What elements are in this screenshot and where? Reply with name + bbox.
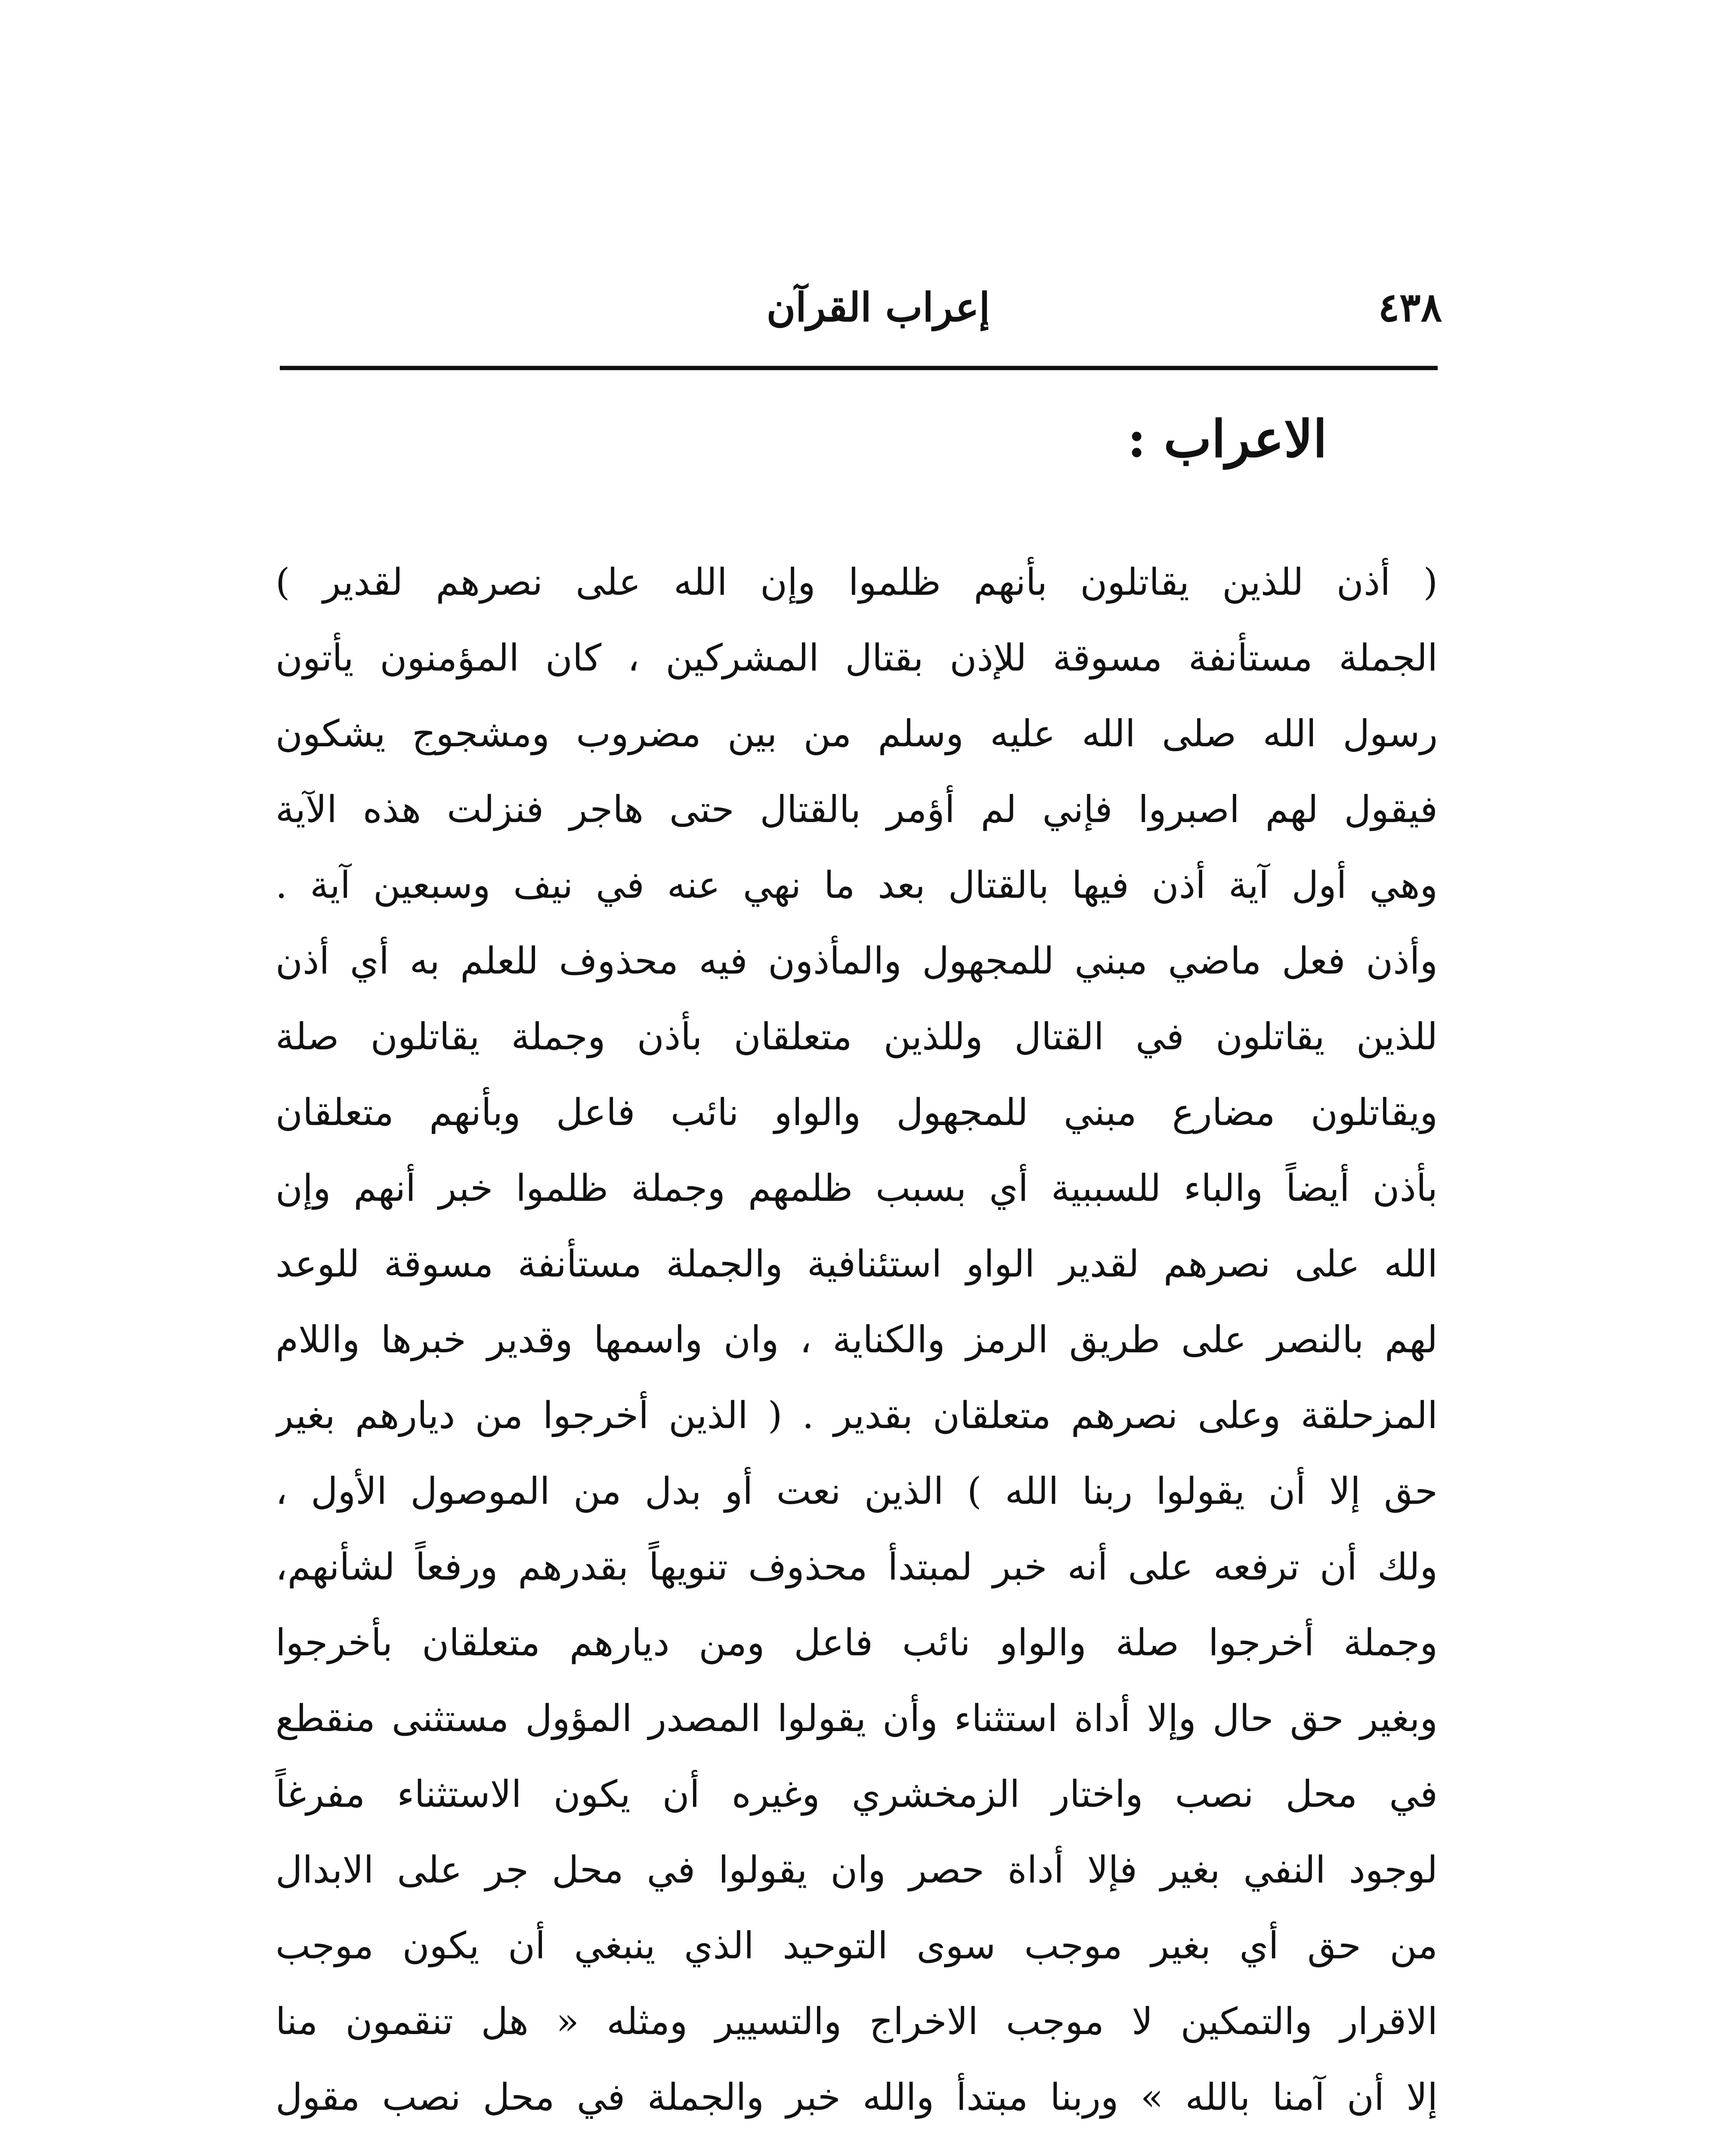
text-line: رسول الله صلى الله عليه وسلم من بين مضروب ومشجوج يشكون <box>275 712 1438 755</box>
page-number: ٤٣٨ <box>1378 284 1442 331</box>
text-line: للذين يقاتلون في القتال وللذين متعلقان بأذن وجملة يقاتلون صلة <box>275 1015 1438 1058</box>
text-line: من حق أي بغير موجب سوى التوحيد الذي ينبغي أن يكون موجب <box>275 1924 1438 1967</box>
text-line: وبغير حق حال وإلا أداة استثناء وأن يقولوا المصدر المؤول مستثنى منقطع <box>275 1697 1438 1740</box>
text-line: فيقول لهم اصبروا فإني لم أؤمر بالقتال حتى هاجر فنزلت هذه الآية <box>275 788 1438 831</box>
text-line <box>275 2135 1438 2152</box>
section-heading: الاعراب : <box>1127 409 1327 469</box>
text-line: في محل نصب واختار الزمخشري وغيره أن يكون الاستثناء مفرغاً <box>275 1773 1438 1816</box>
text-line: وهي أول آية أذن فيها بالقتال بعد ما نهي عنه في نيف وسبعين آية . <box>275 864 1438 907</box>
header-divider <box>280 366 1438 370</box>
text-line: وجملة أخرجوا صلة والواو نائب فاعل ومن ديارهم متعلقان بأخرجوا <box>275 1621 1438 1664</box>
text-line: لهم بالنصر على طريق الرمز والكناية ، وان واسمها وقدير خبرها واللام <box>275 1318 1438 1361</box>
body-text <box>275 544 1438 2152</box>
text-line: حق إلا أن يقولوا ربنا الله ) الذين نعت أو بدل من الموصول الأول ، <box>275 1470 1438 1513</box>
running-title: إعراب القرآن <box>766 284 990 331</box>
text-line: ولك أن ترفعه على أنه خبر لمبتدأ محذوف تنويهاً بقدرهم ورفعاً لشأنهم، <box>275 1546 1438 1589</box>
text-line: إلا أن آمنا بالله » وربنا مبتدأ والله خبر والجملة في محل نصب مقول <box>275 2076 1438 2119</box>
text-line: بأذن أيضاً والباء للسببية أي بسبب ظلمهم وجملة ظلموا خبر أنهم وإن <box>275 1167 1438 1210</box>
text-line: الجملة مستأنفة مسوقة للإذن بقتال المشركين ، كان المؤمنون يأتون <box>275 637 1438 680</box>
page-header <box>280 275 1442 362</box>
text-line: لوجود النفي بغير فإلا أداة حصر وان يقولوا في محل جر على الابدال <box>275 1849 1438 1892</box>
text-line: المزحلقة وعلى نصرهم متعلقان بقدير . ( الذين أخرجوا من ديارهم بغير <box>275 1394 1438 1437</box>
text-line: وأذن فعل ماضي مبني للمجهول والمأذون فيه محذوف للعلم به أي أذن <box>275 940 1438 983</box>
text-line: الاقرار والتمكين لا موجب الاخراج والتسيير ومثله « هل تنقمون منا <box>275 2000 1438 2043</box>
text-line: ( أذن للذين يقاتلون بأنهم ظلموا وإن الله على نصرهم لقدير ) <box>275 561 1438 604</box>
text-line: ويقاتلون مضارع مبني للمجهول والواو نائب فاعل وبأنهم متعلقان <box>275 1091 1438 1134</box>
text-line: الله على نصرهم لقدير الواو استئنافية والجملة مستأنفة مسوقة للوعد <box>275 1243 1438 1286</box>
